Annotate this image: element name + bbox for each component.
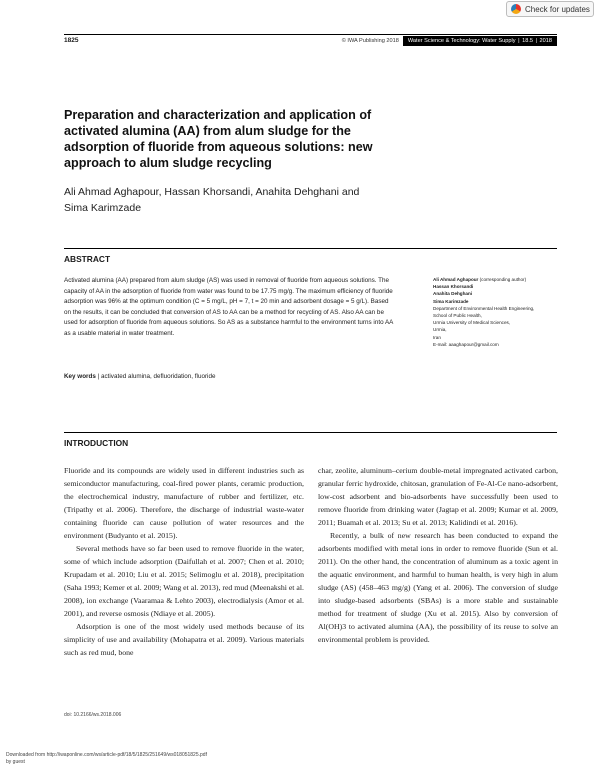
section-divider bbox=[64, 248, 557, 249]
introduction-heading: INTRODUCTION bbox=[64, 438, 129, 448]
affil-author: Hassan Khorsandi bbox=[433, 284, 474, 290]
author-list: Ali Ahmad Aghapour, Hassan Khorsandi, Anahita Dehghani and Sima Karimzade bbox=[64, 186, 360, 214]
abstract-text: Activated alumina (AA) prepared from alum sludge (AS) was used in removal of fluoride from aqueous solutions. The capacity of AA in the adsorption of fluoride from water was found to be 17.75 mg/g. The maximum efficiency of fluoride adsorption was 96% at the optimum condition (C = 5 mg/L, pH = 7, t = 20 min and adsorbent dosage = 5 g/L). Based on the results, it can be concluded that conversion of AS to AA can be a method for recycling of AS. Also AA can be used for adsorption of fluoride from aqueous solutions. So AS as a substance harmful to the environment turns into AA as a usable material in water treatment. bbox=[64, 277, 394, 337]
paragraph: Fluoride and its compounds are widely used in different industries such as semiconductor manufacturing, coal-fired power plants, ceramic production, the electrochemical industry, manufacture of rubber and fertilizer, etc. (Tripathy et al. 2006). Therefore, the discharge of industrial waste-water containing fluoride can cause pollution of water resources and the environment (Budyanto et al. 2015). bbox=[64, 466, 304, 540]
crossmark-icon bbox=[511, 4, 521, 14]
download-url[interactable]: Downloaded from http://iwaponline.com/ws/article-pdf/18/5/1825/251649/ws018051825.pdf bbox=[6, 752, 207, 758]
affil-department: Department of Environmental Health Engineering, bbox=[433, 305, 535, 311]
publisher: © IWA Publishing 2018 bbox=[341, 38, 399, 44]
author-affiliation bbox=[433, 276, 563, 348]
running-header bbox=[64, 34, 557, 47]
page-number: 1825 bbox=[64, 37, 79, 44]
keywords-label: Key words bbox=[64, 373, 96, 380]
abstract-heading: ABSTRACT bbox=[64, 254, 111, 264]
affil-country: Iran bbox=[433, 334, 441, 340]
doi[interactable]: doi: 10.2166/ws.2018.006 bbox=[64, 712, 122, 718]
volume: 18.5 bbox=[522, 38, 533, 44]
download-note: by guest bbox=[6, 759, 25, 765]
keywords-list: | activated alumina, defluoridation, fluoride bbox=[97, 373, 216, 380]
section-divider bbox=[64, 432, 557, 433]
corresponding-author: Ali Ahmad Aghapour bbox=[433, 277, 479, 282]
body-column-left bbox=[64, 464, 304, 659]
check-for-updates-label: Check for updates bbox=[525, 4, 590, 14]
year: 2018 bbox=[539, 38, 552, 44]
affil-university: Urmia University of Medical Sciences, bbox=[433, 320, 511, 326]
affil-city: Urmia, bbox=[433, 327, 447, 333]
affil-school: School of Public Health, bbox=[433, 313, 482, 319]
corresponding-note: (corresponding author) bbox=[478, 277, 527, 282]
paragraph: Several methods have so far been used to remove fluoride in the water, some of which include adsorption (Daifullah et al. 2007; Chen et al. 2010; Krupadam et al. 2010; Liu et al. 2015; Selimoglu et al. 2018), precipitation (Saha 1993; Kemer et al. 2009; Wang et al. 2013), red mud (Meenakshi et al. 2008), ion exchange (Vaaramaa & Lehto 2003), electrodialysis (Amor et al. 2001), and reverse osmosis (Ndiaye et al. 2005). bbox=[64, 544, 304, 618]
paragraph: Adsorption is one of the most widely used methods because of its simplicity of use and availability (Mohapatra et al. 2009). Various materials such as red mud, bone bbox=[64, 622, 304, 657]
download-footer bbox=[6, 752, 207, 766]
paragraph: Recently, a bulk of new research has been conducted to expand the adsorbents modified with metal ions in order to remove fluoride (Sun et al. 2011). On the other hand, the concentration of aluminum as a toxic agent in the aquatic environment, and harmful to human health, is very high in alum sludge (AS) (458–463 mg/g) (Yang et al. 2006). The conversion of sludge into sludge-based adsorbents (SBAs) is a more stable and sustainable method for treatment of sludge (Xu et al. 2015). Also by conversion of Al(OH)3 to activated alumina (AA), the possibility of its reuse to solve an environmental problem is provided. bbox=[318, 531, 558, 644]
journal-info: Water Science & Technology: Water Supply | 18.5 | 2018 bbox=[403, 36, 557, 46]
check-for-updates-badge[interactable] bbox=[506, 1, 594, 17]
article-title: Preparation and characterization and application of activated alumina (AA) from alum sludge for the adsorption of fluoride from aqueous solutions: new approach to alum sludge recycling bbox=[64, 108, 373, 170]
affil-email[interactable]: E-mail: aaaghapour@gmail.com bbox=[433, 341, 499, 347]
journal-name: Water Science & Technology: Water Supply bbox=[407, 38, 516, 44]
keywords bbox=[64, 373, 404, 380]
paragraph: char, zeolite, aluminum–cerium double-metal impregnated activated carbon, granular ferric hydroxide, chitosan, granulation of Fe-Al-Ce nano-adsorbent, low-cost adsorbent and bio-adsorbents have successfully been used to remove fluoride from drinking water (Jagtap et al. 2009; Kumar et al. 2009, 2011; Buamah et al. 2013; Su et al. 2013; Kalidindi et al. 2016). bbox=[318, 466, 558, 527]
body-column-right bbox=[318, 464, 558, 646]
affil-author: Anahita Dehghani bbox=[433, 291, 473, 297]
journal-banner bbox=[342, 36, 557, 46]
affil-author: Sima Karimzade bbox=[433, 298, 469, 304]
